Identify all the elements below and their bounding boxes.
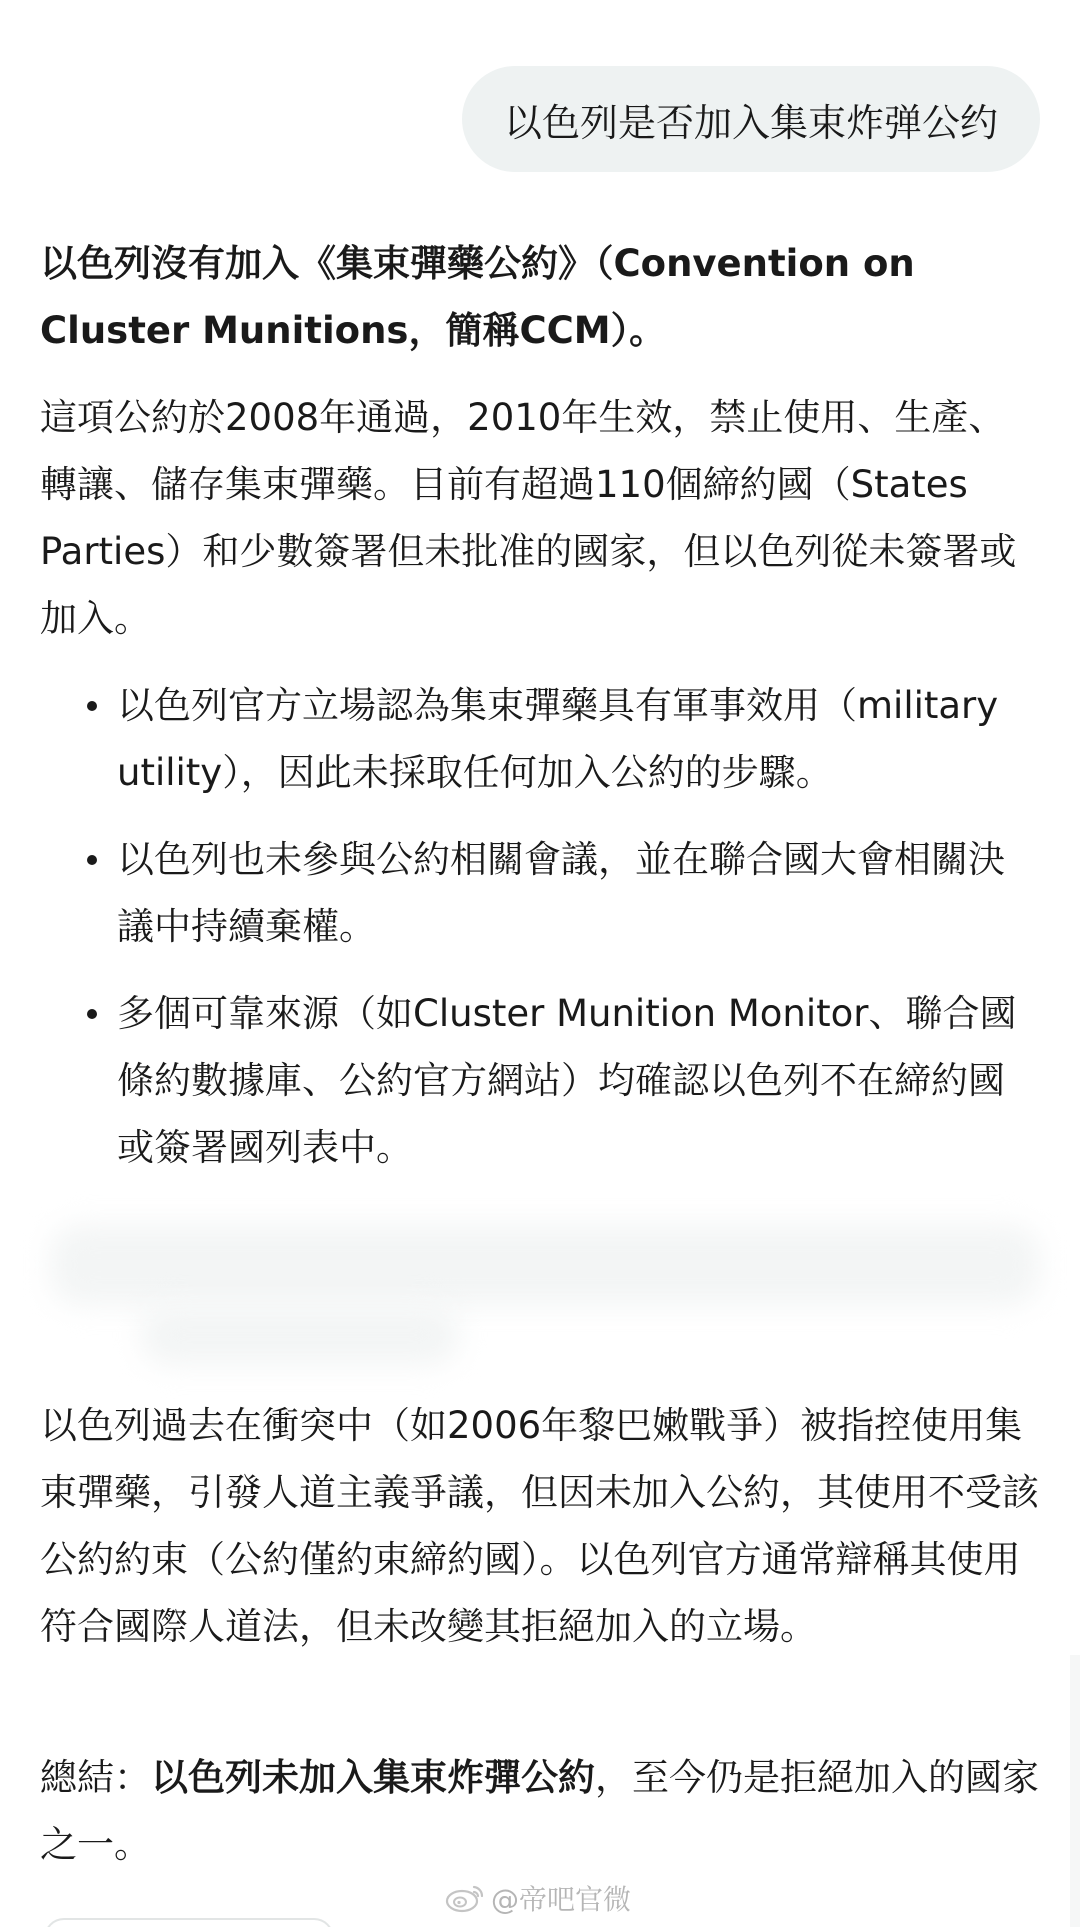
summary-bold-text: 以色列未加入集束炸彈公約 xyxy=(151,1756,595,1799)
blurred-line xyxy=(140,1305,460,1365)
right-edge-shadow xyxy=(1070,1655,1080,1927)
bullet-text: 以色列也未參與公約相關會議，並在聯合國大會相關決議中持續棄權。 xyxy=(117,838,1005,948)
blurred-line xyxy=(50,1225,1040,1305)
bullet-text: 以色列官方立場認為集束彈藥具有軍事效用（military utility），因此未採取任何加入公約的步驟。 xyxy=(117,684,999,794)
assistant-response xyxy=(40,230,1040,1201)
watermark-text: @帝吧官微 xyxy=(491,1883,632,1916)
list-item xyxy=(40,672,1040,806)
bullet-dot-icon xyxy=(87,1009,97,1019)
blurred-content-area xyxy=(40,1195,1060,1385)
answer-summary xyxy=(40,1744,1040,1878)
bottom-action-pill[interactable] xyxy=(44,1918,334,1927)
weibo-icon xyxy=(445,1883,485,1913)
user-message-bubble[interactable]: 以色列是否加入集束炸弹公约 xyxy=(462,66,1040,172)
summary-label: 總結： xyxy=(40,1756,151,1799)
bullet-text: 多個可靠來源（如Cluster Munition Monitor、聯合國條約數據庫、公約官方網站）均確認以色列不在締約國或簽署國列表中。 xyxy=(117,992,1017,1169)
answer-bullet-list xyxy=(40,672,1040,1181)
bullet-dot-icon xyxy=(87,855,97,865)
list-item xyxy=(40,826,1040,960)
list-item xyxy=(40,980,1040,1181)
watermark xyxy=(445,1878,631,1918)
summary-rest-text: ，至今仍是拒絕加入的國家之一。 xyxy=(40,1756,1039,1866)
answer-intro-paragraph: 這項公約於2008年通過，2010年生效，禁止使用、生產、轉讓、儲存集束彈藥。目前有超過110個締約國（States Parties）和少數簽署但未批准的國家，但以色列從未簽署或加入。 xyxy=(40,396,1017,640)
user-message-row xyxy=(462,66,1040,172)
answer-headline: 以色列沒有加入《集束彈藥公約》（Convention on Cluster Munitions，簡稱CCM）。 xyxy=(40,242,915,352)
answer-history-paragraph: 以色列過去在衝突中（如2006年黎巴嫩戰爭）被指控使用集束彈藥，引發人道主義爭議，但因未加入公約，其使用不受該公約約束（公約僅約束締約國）。以色列官方通常辯稱其使用符合國際人道法，但未改變其拒絕加入的立場。 xyxy=(40,1404,1039,1648)
bullet-dot-icon xyxy=(87,701,97,711)
